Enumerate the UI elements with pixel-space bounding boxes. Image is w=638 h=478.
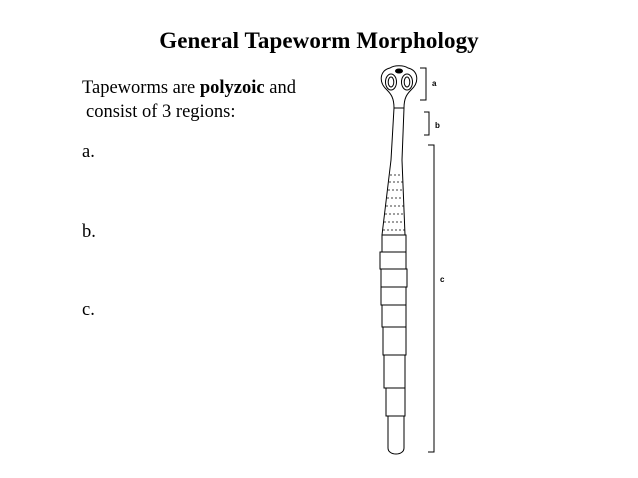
rostellum xyxy=(396,69,403,73)
sucker-left xyxy=(386,74,397,90)
region-a: a. xyxy=(82,142,95,162)
label-a: a xyxy=(432,79,437,88)
bracket-c xyxy=(428,145,434,452)
intro-line-2: consist of 3 regions: xyxy=(86,102,236,122)
sucker-right-inner xyxy=(404,77,410,87)
region-c: c. xyxy=(82,300,95,320)
proglottid xyxy=(383,327,406,355)
bracket-a xyxy=(420,68,426,100)
terminal-proglottid xyxy=(388,416,404,454)
label-c: c xyxy=(440,275,445,284)
slide-title: General Tapeworm Morphology xyxy=(159,28,479,53)
bracket-b xyxy=(424,112,429,135)
proglottid xyxy=(382,235,406,252)
proglottid xyxy=(384,355,405,388)
intro-suffix: and xyxy=(264,78,296,98)
neck-outline xyxy=(382,108,394,235)
region-b: b. xyxy=(82,222,96,242)
intro-text xyxy=(82,76,296,124)
tapeworm-diagram xyxy=(360,60,490,460)
intro-line-1 xyxy=(82,76,296,100)
label-b: b xyxy=(435,121,440,130)
intro-prefix: Tapeworms are xyxy=(82,78,200,98)
proglottid xyxy=(381,269,407,287)
sucker-right xyxy=(402,74,413,90)
proglottid xyxy=(386,388,405,416)
proglottid xyxy=(381,287,406,305)
proglottid xyxy=(382,305,406,327)
proglottid xyxy=(380,252,406,269)
intro-emphasis: polyzoic xyxy=(199,78,265,98)
sucker-left-inner xyxy=(388,77,394,87)
